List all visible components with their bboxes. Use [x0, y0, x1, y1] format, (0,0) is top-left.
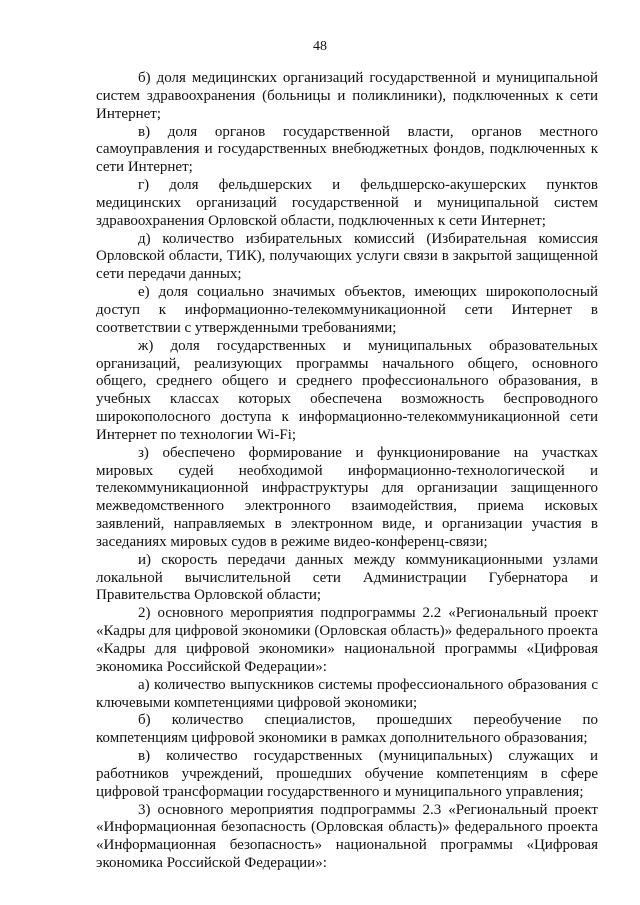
list-item-i-data-transfer-speed: и) скорость передачи данных между коммуникационными узлами локальной вычислительной сети Администрации Губернатора и Правительства Орловской области;: [96, 551, 598, 604]
section-2-digital-economy-personnel: 2) основного мероприятия подпрограммы 2.2 «Региональный проект «Кадры для цифровой экономики (Орловская область)» федерального проекта «Кадры для цифровой экономики» национальной программы «Цифровая экономика Российской Федерации»:: [96, 605, 598, 675]
list-item-z-magistrate-courts: з) обеспечено формирование и функционирование на участках мировых судей необходимой информационно-технологической и телекоммуникационной инфраструктуры для организации защищенного межведомственного электронного взаимодействия, приема исковых заявлений, направляемых в электронном виде, и организации участия в заседаниях мировых судов в режиме видео-конференц-связи;: [96, 444, 598, 550]
list-item-a-graduates: а) количество выпускников системы профессионального образования с ключевыми компетенциями цифровой экономики;: [96, 676, 598, 711]
list-item-zh-educational-organizations: ж) доля государственных и муниципальных образовательных организаций, реализующих программы начального общего, основного общего, среднего общего и среднего профессионального образования, в учебных классах которых обеспечена возможность беспроводного широкополосного доступа к информационно-телекоммуникационной сети Интернет по технологии Wi-Fi;: [96, 337, 598, 443]
page-number: 48: [313, 39, 327, 54]
list-item-b-retrained-specialists: б) количество специалистов, прошедших переобучение по компетенциям цифровой экономики в рамках дополнительного образования;: [96, 712, 598, 747]
list-item-v-trained-employees: в) количество государственных (муниципальных) служащих и работников учреждений, прошедших обучение компетенциям в сфере цифровой трансформации государственного и муниципального управления;: [96, 748, 598, 800]
list-item-e-social-objects: е) доля социально значимых объектов, имеющих широкополосный доступ к информационно-телекоммуникационной сети Интернет в соответствии с утвержденными требованиями;: [96, 284, 598, 336]
document-body: [96, 70, 598, 873]
list-item-b-medical-organizations: б) доля медицинских организаций государственной и муниципальной систем здравоохранения (больницы и поликлиники), подключенных к сети Интернет;: [96, 70, 598, 122]
list-item-g-feldsher-points: г) доля фельдшерских и фельдшерско-акушерских пунктов медицинских организаций государственной и муниципальной систем здравоохранения Орловской области, подключенных к сети Интернет;: [96, 177, 598, 229]
list-item-d-election-commissions: д) количество избирательных комиссий (Избирательная комиссия Орловской области, ТИК), получающих услуги связи в закрытой защищенной сети передачи данных;: [96, 230, 598, 283]
list-item-v-government-bodies: в) доля органов государственной власти, органов местного самоуправления и государственных внебюджетных фондов, подключенных к сети Интернет;: [96, 123, 598, 176]
section-3-information-security: 3) основного мероприятия подпрограммы 2.3 «Региональный проект «Информационная безопасность (Орловская область)» федерального проекта «Информационная безопасность» национальной программы «Цифровая экономика Российской Федерации»:: [96, 801, 598, 872]
